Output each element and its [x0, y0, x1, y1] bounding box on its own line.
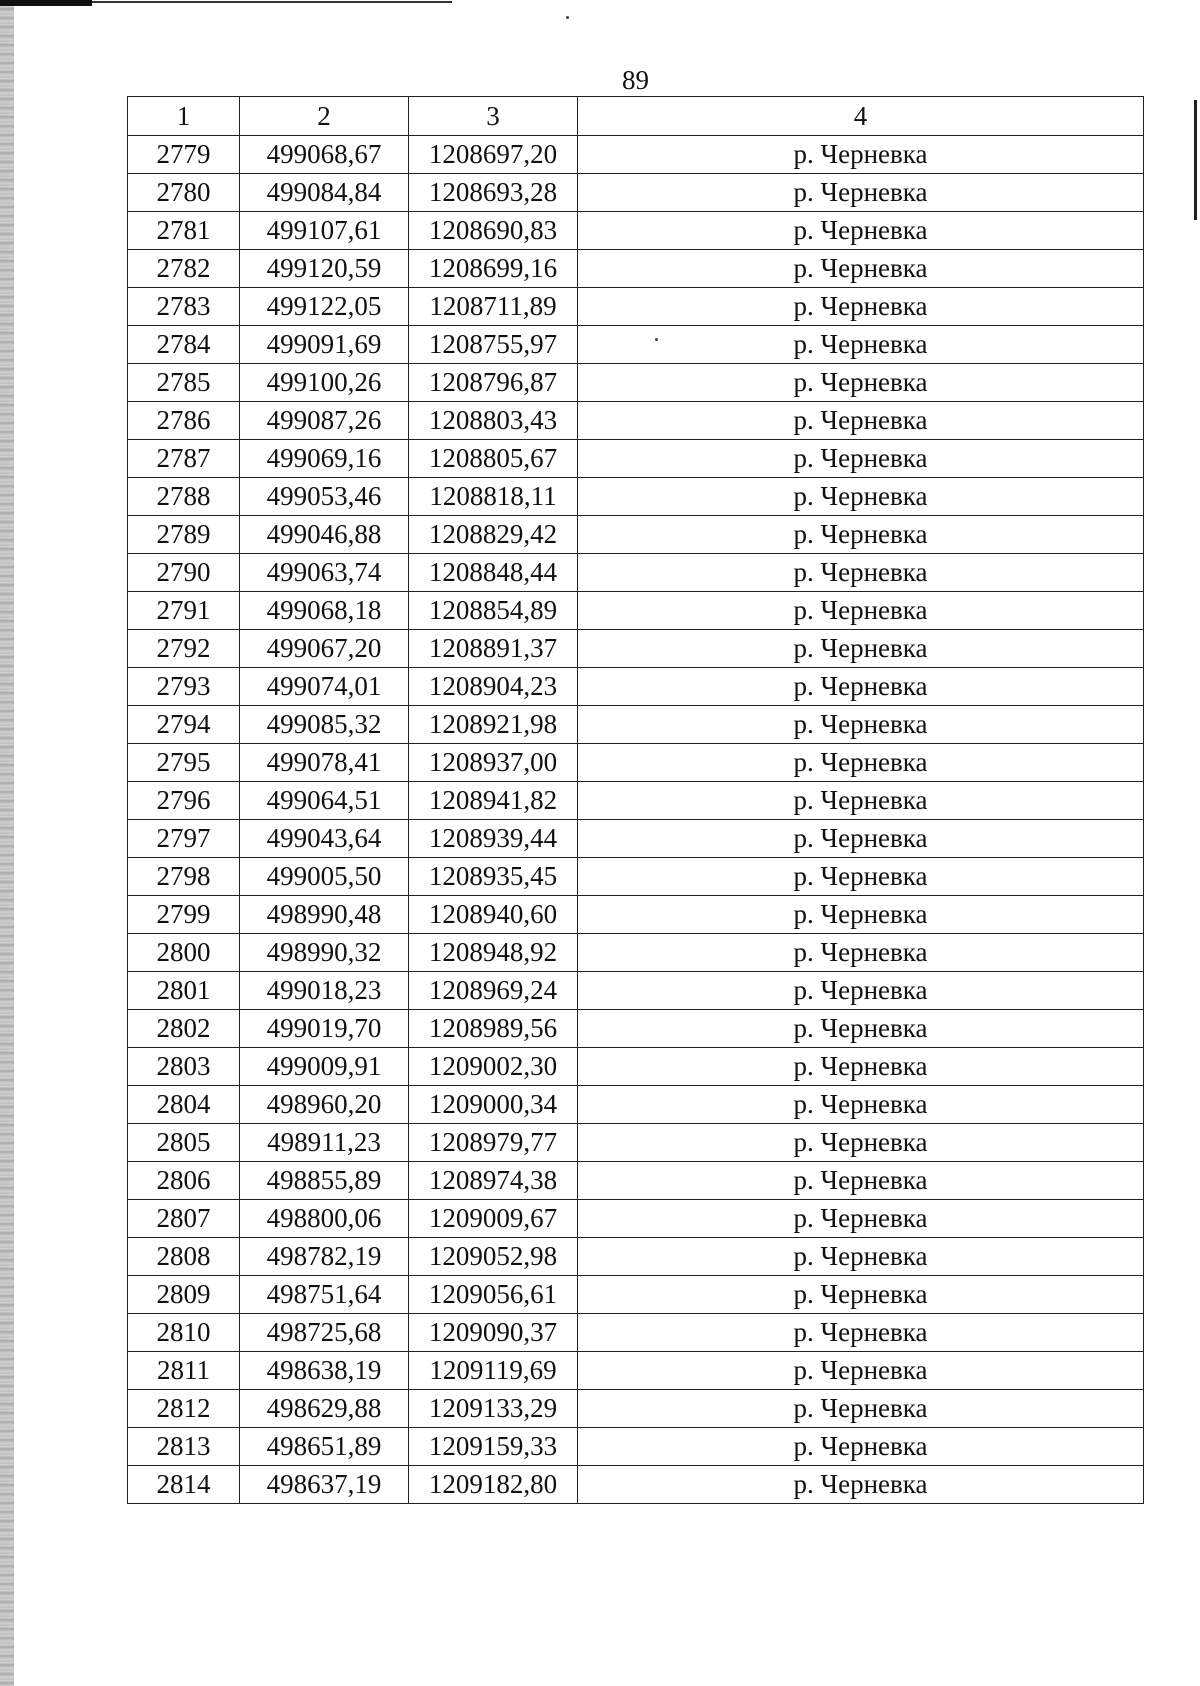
- table-row: [128, 1162, 1144, 1200]
- object-name-cell: р. Черневка: [578, 1086, 1144, 1124]
- table-row: [128, 1428, 1144, 1466]
- table-row: [128, 706, 1144, 744]
- table-row: [128, 1124, 1144, 1162]
- point-number-cell: 2806: [128, 1162, 240, 1200]
- x-coordinate-cell: 498800,06: [240, 1200, 409, 1238]
- point-number-cell: 2790: [128, 554, 240, 592]
- y-coordinate-cell: 1208969,24: [409, 972, 578, 1010]
- table-row: [128, 136, 1144, 174]
- y-coordinate-cell: 1208818,11: [409, 478, 578, 516]
- point-number-cell: 2801: [128, 972, 240, 1010]
- object-name-cell: р. Черневка: [578, 326, 1144, 364]
- y-coordinate-cell: 1209159,33: [409, 1428, 578, 1466]
- object-name-cell: р. Черневка: [578, 554, 1144, 592]
- object-name-cell: р. Черневка: [578, 1200, 1144, 1238]
- y-coordinate-cell: 1208921,98: [409, 706, 578, 744]
- x-coordinate-cell: 498751,64: [240, 1276, 409, 1314]
- point-number-cell: 2791: [128, 592, 240, 630]
- object-name-cell: р. Черневка: [578, 402, 1144, 440]
- x-coordinate-cell: 499087,26: [240, 402, 409, 440]
- point-number-cell: 2802: [128, 1010, 240, 1048]
- point-number-cell: 2812: [128, 1390, 240, 1428]
- x-coordinate-cell: 499018,23: [240, 972, 409, 1010]
- table-row: [128, 1238, 1144, 1276]
- table-row: [128, 212, 1144, 250]
- object-name-cell: р. Черневка: [578, 630, 1144, 668]
- point-number-cell: 2810: [128, 1314, 240, 1352]
- scan-artifact-right-mark: [1194, 100, 1197, 220]
- table-row: [128, 516, 1144, 554]
- point-number-cell: 2795: [128, 744, 240, 782]
- y-coordinate-cell: 1208939,44: [409, 820, 578, 858]
- page-number-text: 89: [622, 65, 649, 95]
- point-number-cell: 2797: [128, 820, 240, 858]
- x-coordinate-cell: 499009,91: [240, 1048, 409, 1086]
- x-coordinate-cell: 498960,20: [240, 1086, 409, 1124]
- table-row: [128, 440, 1144, 478]
- point-number-cell: 2779: [128, 136, 240, 174]
- object-name-cell: р. Черневка: [578, 478, 1144, 516]
- y-coordinate-cell: 1208699,16: [409, 250, 578, 288]
- point-number-cell: 2793: [128, 668, 240, 706]
- object-name-cell: р. Черневка: [578, 896, 1144, 934]
- y-coordinate-cell: 1208697,20: [409, 136, 578, 174]
- y-coordinate-cell: 1208989,56: [409, 1010, 578, 1048]
- y-coordinate-cell: 1208796,87: [409, 364, 578, 402]
- point-number-cell: 2782: [128, 250, 240, 288]
- point-number-cell: 2781: [128, 212, 240, 250]
- object-name-cell: р. Черневка: [578, 1352, 1144, 1390]
- y-coordinate-cell: 1208935,45: [409, 858, 578, 896]
- table-body: [128, 136, 1144, 1504]
- point-number-cell: 2784: [128, 326, 240, 364]
- point-number-cell: 2789: [128, 516, 240, 554]
- y-coordinate-cell: 1208711,89: [409, 288, 578, 326]
- point-number-cell: 2794: [128, 706, 240, 744]
- y-coordinate-cell: 1208937,00: [409, 744, 578, 782]
- object-name-cell: р. Черневка: [578, 782, 1144, 820]
- object-name-cell: р. Черневка: [578, 1162, 1144, 1200]
- y-coordinate-cell: 1208974,38: [409, 1162, 578, 1200]
- y-coordinate-cell: 1208829,42: [409, 516, 578, 554]
- point-number-cell: 2814: [128, 1466, 240, 1504]
- point-number-cell: 2783: [128, 288, 240, 326]
- y-coordinate-cell: 1208904,23: [409, 668, 578, 706]
- y-coordinate-cell: 1209182,80: [409, 1466, 578, 1504]
- object-name-cell: р. Черневка: [578, 212, 1144, 250]
- x-coordinate-cell: 499074,01: [240, 668, 409, 706]
- point-number-cell: 2799: [128, 896, 240, 934]
- object-name-cell: р. Черневка: [578, 706, 1144, 744]
- x-coordinate-cell: 499064,51: [240, 782, 409, 820]
- y-coordinate-cell: 1209052,98: [409, 1238, 578, 1276]
- object-name-cell: р. Черневка: [578, 744, 1144, 782]
- table-row: [128, 326, 1144, 364]
- y-coordinate-cell: 1209000,34: [409, 1086, 578, 1124]
- x-coordinate-cell: 499068,67: [240, 136, 409, 174]
- header-col-4: 4: [578, 97, 1144, 136]
- table-row: [128, 1086, 1144, 1124]
- table-row: [128, 402, 1144, 440]
- y-coordinate-cell: 1209002,30: [409, 1048, 578, 1086]
- y-coordinate-cell: 1209133,29: [409, 1390, 578, 1428]
- x-coordinate-cell: 498651,89: [240, 1428, 409, 1466]
- object-name-cell: р. Черневка: [578, 972, 1144, 1010]
- point-number-cell: 2813: [128, 1428, 240, 1466]
- point-number-cell: 2808: [128, 1238, 240, 1276]
- header-col-2: 2: [240, 97, 409, 136]
- point-number-cell: 2792: [128, 630, 240, 668]
- table-row: [128, 820, 1144, 858]
- table-row: [128, 174, 1144, 212]
- object-name-cell: р. Черневка: [578, 1314, 1144, 1352]
- point-number-cell: 2796: [128, 782, 240, 820]
- x-coordinate-cell: 498855,89: [240, 1162, 409, 1200]
- x-coordinate-cell: 498725,68: [240, 1314, 409, 1352]
- scan-artifact-top-line: [92, 1, 452, 3]
- object-name-cell: р. Черневка: [578, 1238, 1144, 1276]
- scan-artifact-left-edge: [0, 6, 14, 1686]
- table-row: [128, 972, 1144, 1010]
- table-row: [128, 1010, 1144, 1048]
- object-name-cell: р. Черневка: [578, 858, 1144, 896]
- y-coordinate-cell: 1208755,97: [409, 326, 578, 364]
- header-col-3: 3: [409, 97, 578, 136]
- x-coordinate-cell: 499120,59: [240, 250, 409, 288]
- point-number-cell: 2788: [128, 478, 240, 516]
- x-coordinate-cell: 499019,70: [240, 1010, 409, 1048]
- table-row: [128, 1352, 1144, 1390]
- x-coordinate-cell: 499043,64: [240, 820, 409, 858]
- object-name-cell: р. Черневка: [578, 250, 1144, 288]
- table-header-row: [128, 97, 1144, 136]
- y-coordinate-cell: 1208941,82: [409, 782, 578, 820]
- point-number-cell: 2798: [128, 858, 240, 896]
- x-coordinate-cell: 499063,74: [240, 554, 409, 592]
- table-row: [128, 1314, 1144, 1352]
- table-row: [128, 630, 1144, 668]
- x-coordinate-cell: 498990,48: [240, 896, 409, 934]
- object-name-cell: р. Черневка: [578, 288, 1144, 326]
- x-coordinate-cell: 499091,69: [240, 326, 409, 364]
- table-row: [128, 896, 1144, 934]
- x-coordinate-cell: 498629,88: [240, 1390, 409, 1428]
- x-coordinate-cell: 499067,20: [240, 630, 409, 668]
- point-number-cell: 2807: [128, 1200, 240, 1238]
- y-coordinate-cell: 1209090,37: [409, 1314, 578, 1352]
- y-coordinate-cell: 1208891,37: [409, 630, 578, 668]
- point-number-cell: 2805: [128, 1124, 240, 1162]
- object-name-cell: р. Черневка: [578, 1466, 1144, 1504]
- table-row: [128, 288, 1144, 326]
- y-coordinate-cell: 1208940,60: [409, 896, 578, 934]
- x-coordinate-cell: 499053,46: [240, 478, 409, 516]
- object-name-cell: р. Черневка: [578, 820, 1144, 858]
- object-name-cell: р. Черневка: [578, 364, 1144, 402]
- object-name-cell: р. Черневка: [578, 934, 1144, 972]
- y-coordinate-cell: 1209119,69: [409, 1352, 578, 1390]
- y-coordinate-cell: 1209009,67: [409, 1200, 578, 1238]
- object-name-cell: р. Черневка: [578, 1428, 1144, 1466]
- point-number-cell: 2811: [128, 1352, 240, 1390]
- table-row: [128, 782, 1144, 820]
- table-row: [128, 592, 1144, 630]
- object-name-cell: р. Черневка: [578, 136, 1144, 174]
- y-coordinate-cell: 1208803,43: [409, 402, 578, 440]
- y-coordinate-cell: 1209056,61: [409, 1276, 578, 1314]
- point-number-cell: 2803: [128, 1048, 240, 1086]
- point-number-cell: 2780: [128, 174, 240, 212]
- x-coordinate-cell: 499005,50: [240, 858, 409, 896]
- y-coordinate-cell: 1208693,28: [409, 174, 578, 212]
- x-coordinate-cell: 499100,26: [240, 364, 409, 402]
- table-row: [128, 668, 1144, 706]
- point-number-cell: 2786: [128, 402, 240, 440]
- table-row: [128, 250, 1144, 288]
- header-col-1: 1: [128, 97, 240, 136]
- x-coordinate-cell: 499085,32: [240, 706, 409, 744]
- table-row: [128, 858, 1144, 896]
- x-coordinate-cell: 498637,19: [240, 1466, 409, 1504]
- table-row: [128, 1200, 1144, 1238]
- table-row: [128, 478, 1144, 516]
- object-name-cell: р. Черневка: [578, 516, 1144, 554]
- table-row: [128, 1466, 1144, 1504]
- point-number-cell: 2809: [128, 1276, 240, 1314]
- object-name-cell: р. Черневка: [578, 174, 1144, 212]
- x-coordinate-cell: 499068,18: [240, 592, 409, 630]
- object-name-cell: р. Черневка: [578, 592, 1144, 630]
- table-row: [128, 1276, 1144, 1314]
- point-number-cell: 2785: [128, 364, 240, 402]
- object-name-cell: р. Черневка: [578, 1390, 1144, 1428]
- y-coordinate-cell: 1208690,83: [409, 212, 578, 250]
- table-row: [128, 554, 1144, 592]
- y-coordinate-cell: 1208948,92: [409, 934, 578, 972]
- scan-artifact-dot: [566, 16, 569, 19]
- x-coordinate-cell: 499084,84: [240, 174, 409, 212]
- object-name-cell: р. Черневка: [578, 668, 1144, 706]
- x-coordinate-cell: 499069,16: [240, 440, 409, 478]
- x-coordinate-cell: 498990,32: [240, 934, 409, 972]
- x-coordinate-cell: 499078,41: [240, 744, 409, 782]
- object-name-cell: р. Черневка: [578, 1048, 1144, 1086]
- table-row: [128, 364, 1144, 402]
- object-name-cell: р. Черневка: [578, 1010, 1144, 1048]
- y-coordinate-cell: 1208854,89: [409, 592, 578, 630]
- y-coordinate-cell: 1208979,77: [409, 1124, 578, 1162]
- coordinates-table: [127, 96, 1144, 1504]
- table-row: [128, 1048, 1144, 1086]
- x-coordinate-cell: 499107,61: [240, 212, 409, 250]
- point-number-cell: 2804: [128, 1086, 240, 1124]
- table-row: [128, 1390, 1144, 1428]
- point-number-cell: 2800: [128, 934, 240, 972]
- y-coordinate-cell: 1208848,44: [409, 554, 578, 592]
- table-row: [128, 744, 1144, 782]
- object-name-cell: р. Черневка: [578, 440, 1144, 478]
- x-coordinate-cell: 498638,19: [240, 1352, 409, 1390]
- x-coordinate-cell: 498782,19: [240, 1238, 409, 1276]
- x-coordinate-cell: 499122,05: [240, 288, 409, 326]
- y-coordinate-cell: 1208805,67: [409, 440, 578, 478]
- object-name-cell: р. Черневка: [578, 1276, 1144, 1314]
- object-name-cell: р. Черневка: [578, 1124, 1144, 1162]
- x-coordinate-cell: 499046,88: [240, 516, 409, 554]
- table-row: [128, 934, 1144, 972]
- point-number-cell: 2787: [128, 440, 240, 478]
- x-coordinate-cell: 498911,23: [240, 1124, 409, 1162]
